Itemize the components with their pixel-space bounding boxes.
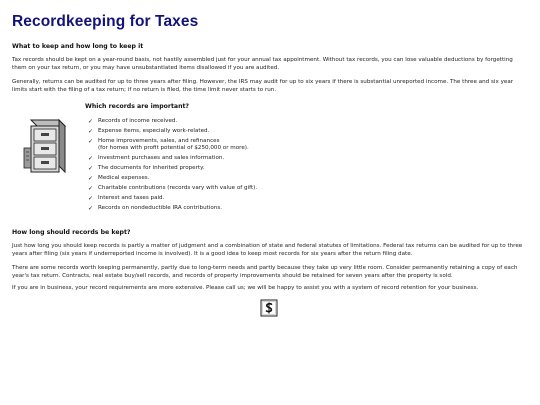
check-icon: ✓ xyxy=(88,128,94,135)
statute-paragraph: Just how long you should keep records is partly a matter of judgment and a combination of state and federal statutes of limitations. Federal tax returns can be audited for up to three years after filing (six years if underreported income is involved). It is a good idea to keep most records for six years after the return filing date. xyxy=(12,243,523,257)
check-icon: ✓ xyxy=(88,205,94,212)
check-icon: ✓ xyxy=(88,138,94,145)
file-cabinet-icon xyxy=(23,118,67,174)
list-item: ✓ Medical expenses. xyxy=(88,175,150,182)
records-list xyxy=(88,118,257,212)
list-item: ✓ Records of income received. xyxy=(88,118,178,125)
list-item: ✓ Interest and taxes paid. xyxy=(88,195,165,202)
list-item: ✓ Charitable contributions (records vary with value of gift). xyxy=(88,185,258,192)
audit-paragraph: Generally, returns can be audited for up to three years after filing. However, the IRS may audit for up to six years if there is substantial unreported income. The three and six year limits start with the filing of a tax return; if no return is filed, the time limit never starts to run. xyxy=(12,79,514,93)
section-heading-keep: What to keep and how long to keep it xyxy=(12,43,144,50)
check-icon: ✓ xyxy=(88,185,94,192)
list-item: ✓ Expense items, especially work-related. xyxy=(88,128,210,135)
check-icon: ✓ xyxy=(88,155,94,162)
check-icon: ✓ xyxy=(88,195,94,202)
check-icon: ✓ xyxy=(88,165,94,172)
list-item: ✓ Investment purchases and sales information. xyxy=(88,155,225,162)
list-item: ✓ Home improvements, sales, and refinances xyxy=(88,138,220,145)
list-item: ✓ Records on nondeductible IRA contributions. xyxy=(88,205,223,212)
page-title: Recordkeeping for Taxes xyxy=(12,13,199,30)
intro-paragraph: Tax records should be kept on a year-round basis, not hastily assembled just for your annual tax appointment. Without tax records, you can lose valuable deductions by forgetting them on your tax return, or you may have unsubstantiated items disallowed if you are audited. xyxy=(12,57,513,71)
check-icon: ✓ xyxy=(88,175,94,182)
records-heading: Which records are important? xyxy=(85,103,190,110)
permanent-records-paragraph: There are some records worth keeping permanently, partly due to long-term needs and partly because they take up very little room. Consider permanently retaining a copy of each year's tax return. Contracts, real estate buy/sell records, and records of property improvements should be retained for seven years after the property is sold. xyxy=(12,265,518,279)
section-heading-how-long: How long should records be kept? xyxy=(12,229,131,236)
list-item: ✓ The documents for inherited property. xyxy=(88,165,205,172)
dollar-sign-icon xyxy=(260,299,278,317)
check-icon: ✓ xyxy=(88,118,94,125)
list-item-continuation: (for homes with profit potential of $250,000 or more). xyxy=(98,145,249,151)
business-paragraph: If you are in business, your record requirements are more extensive. Please call us; we will be happy to assist you with a system of record retention for your business. xyxy=(12,285,479,291)
